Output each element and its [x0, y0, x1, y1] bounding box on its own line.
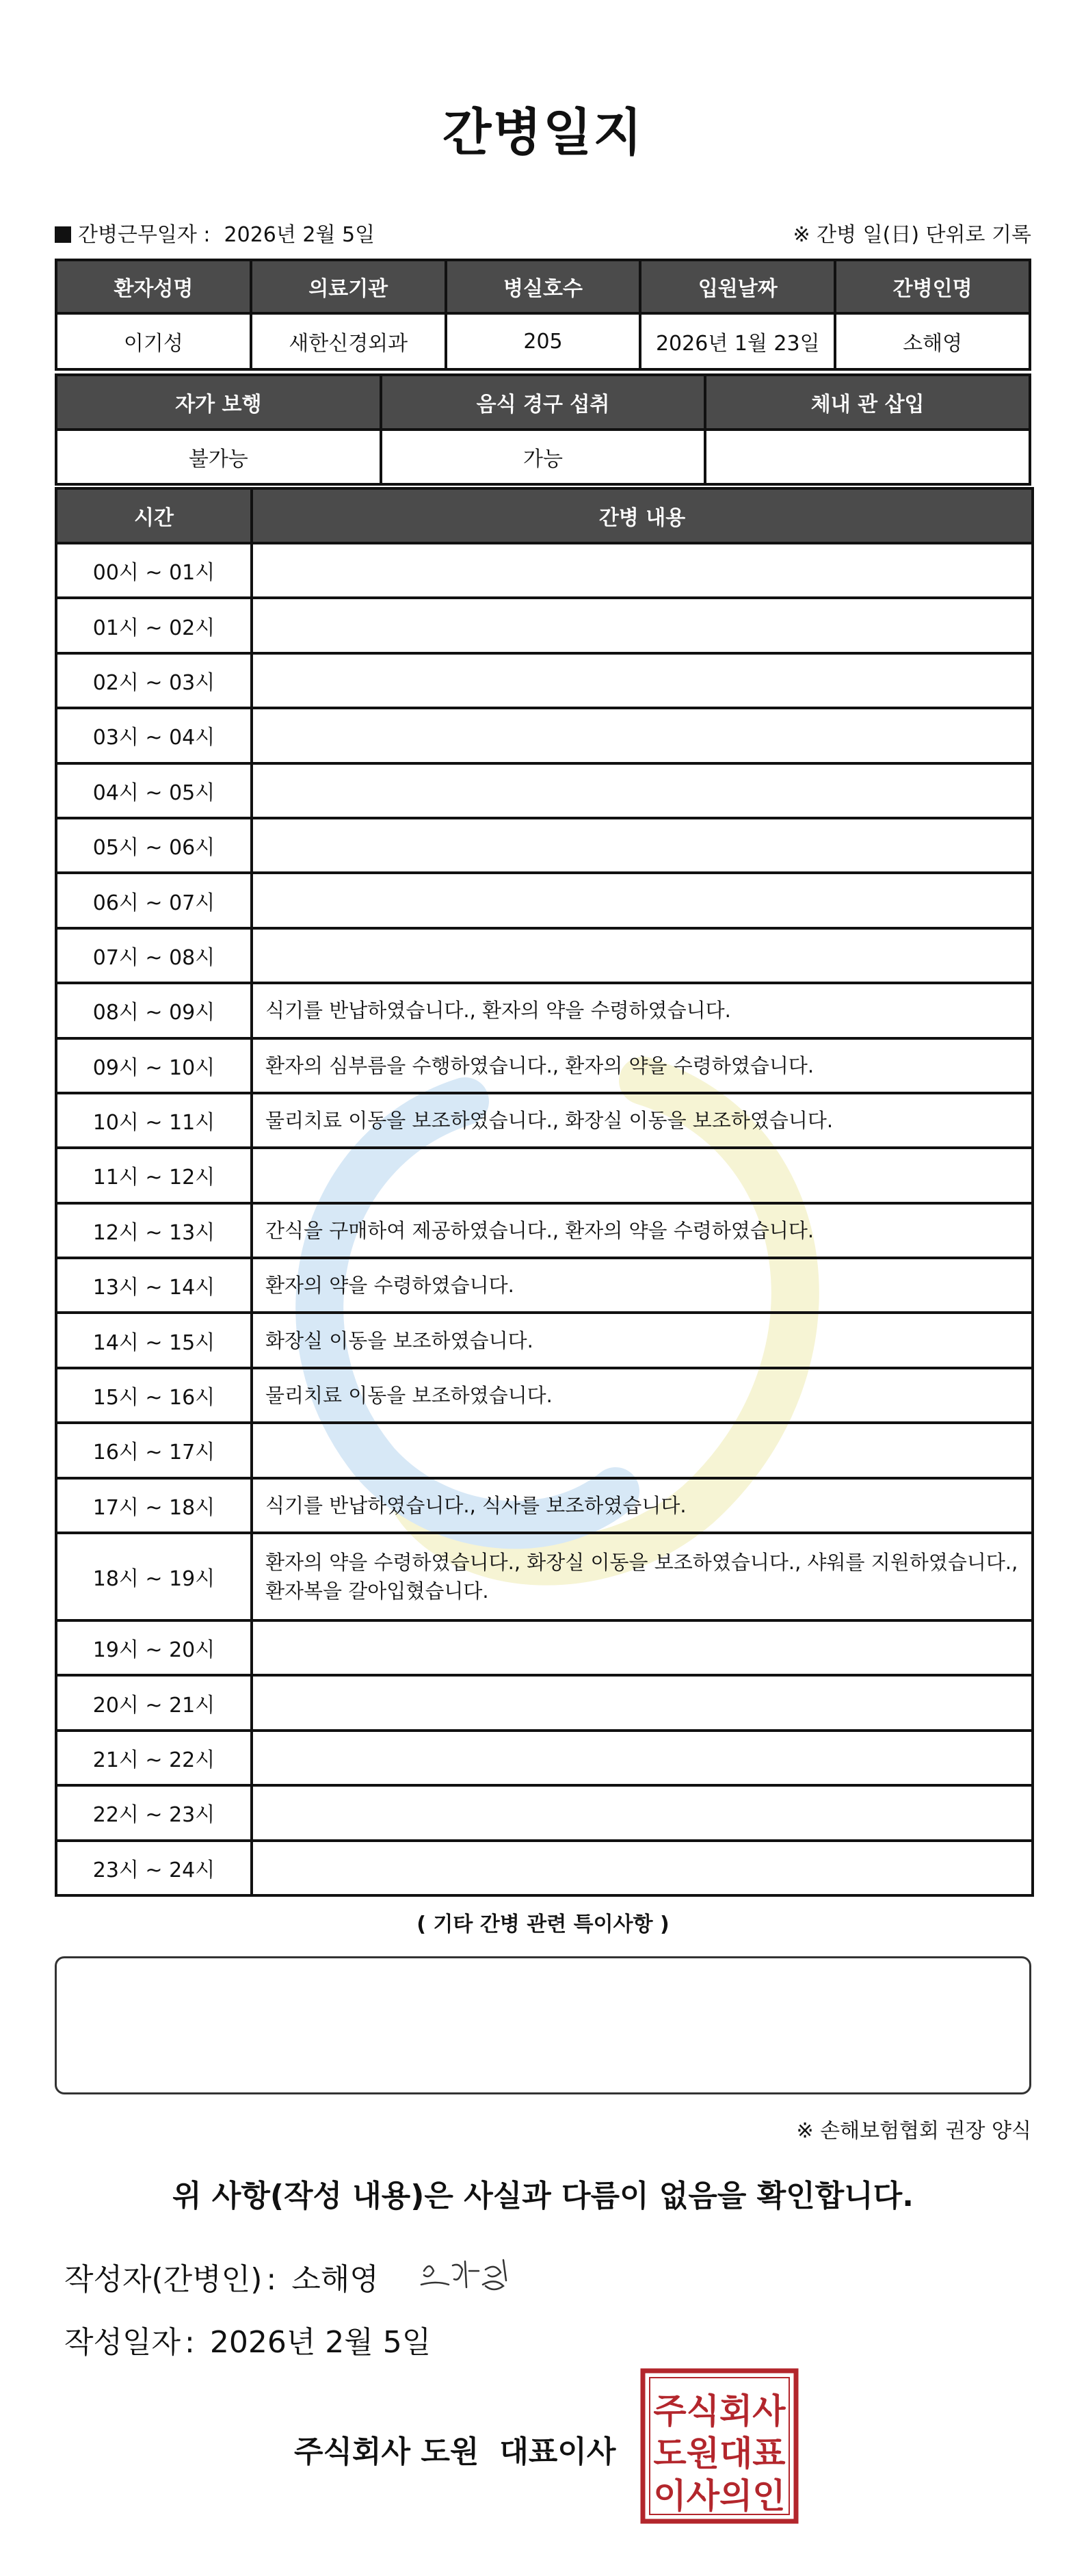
log-content [252, 1148, 1033, 1202]
log-row [56, 1731, 1033, 1785]
patient-name: 이기성 [56, 313, 251, 369]
header-caregiver: 간병인명 [835, 260, 1030, 313]
self-walking-value: 불가능 [56, 430, 381, 484]
admission-date: 2026년 1월 23일 [640, 313, 835, 369]
log-time: 22시 ~ 23시 [56, 1785, 252, 1840]
hospital: 새한신경외과 [251, 313, 446, 369]
log-content: 환자의 약을 수령하였습니다., 화장실 이동을 보조하였습니다., 샤워를 지원하였습니다., 환자복을 갈아입혔습니다. [252, 1533, 1033, 1620]
tube-insertion-value [705, 430, 1030, 484]
log-time: 18시 ~ 19시 [56, 1533, 252, 1620]
room-number: 205 [446, 313, 641, 369]
care-log-table [55, 487, 1034, 1897]
log-row [56, 928, 1033, 983]
header-room: 병실호수 [446, 260, 641, 313]
log-content [252, 543, 1033, 598]
writer-line: 작성자(간병인) : 소해영 [64, 2262, 379, 2297]
writer-name: 소해영 [291, 2262, 379, 2297]
log-row [56, 873, 1033, 928]
writer-label: 작성자(간병인) [64, 2262, 263, 2297]
patient-header-row [56, 260, 1030, 313]
ability-header-row [56, 375, 1030, 430]
notes-box [55, 1956, 1031, 2094]
log-time: 12시 ~ 13시 [56, 1203, 252, 1258]
log-row [56, 653, 1033, 708]
log-time: 19시 ~ 20시 [56, 1620, 252, 1675]
log-content [252, 873, 1033, 928]
seal-line-2: 도원대표 [653, 2434, 786, 2473]
work-date [55, 218, 375, 248]
log-content [252, 653, 1033, 708]
log-time: 00시 ~ 01시 [56, 543, 252, 598]
log-row [56, 1423, 1033, 1477]
log-time: 10시 ~ 11시 [56, 1093, 252, 1148]
work-date-value: 2026년 2월 5일 [224, 223, 375, 247]
log-time: 04시 ~ 05시 [56, 763, 252, 818]
header-time: 시간 [56, 488, 252, 543]
log-time: 07시 ~ 08시 [56, 928, 252, 983]
ability-value-row [56, 430, 1030, 484]
header-admission-date: 입원날짜 [640, 260, 835, 313]
log-content: 식기를 반납하였습니다., 식사를 보조하였습니다. [252, 1478, 1033, 1533]
header-patient-name: 환자성명 [56, 260, 251, 313]
log-time: 16시 ~ 17시 [56, 1423, 252, 1477]
log-content: 환자의 심부름을 수행하였습니다., 환자의 약을 수령하였습니다. [252, 1038, 1033, 1093]
log-row [56, 708, 1033, 763]
handwritten-signature [417, 2250, 533, 2298]
header-care-content: 간병 내용 [252, 488, 1033, 543]
work-date-label: 간병근무일자 : [78, 223, 211, 247]
company-title: 대표이사 [499, 2434, 616, 2469]
log-row [56, 1841, 1033, 1895]
notes-title: ( 기타 간병 관련 특이사항 ) [416, 1913, 670, 1936]
log-row [56, 983, 1033, 1038]
log-content [252, 928, 1033, 983]
unit-note: ※ 간병 일(日) 단위로 기록 [793, 223, 1031, 247]
log-time: 13시 ~ 14시 [56, 1258, 252, 1313]
log-content: 간식을 구매하여 제공하였습니다., 환자의 약을 수령하였습니다. [252, 1203, 1033, 1258]
log-row [56, 1038, 1033, 1093]
log-content [252, 598, 1033, 653]
log-row [56, 763, 1033, 818]
write-date-line: 작성일자 : 2026년 2월 5일 [64, 2325, 432, 2360]
page-title: 간병일지 [442, 103, 644, 162]
log-time: 21시 ~ 22시 [56, 1731, 252, 1785]
log-content [252, 1675, 1033, 1730]
company-seal-stamp [640, 2368, 799, 2524]
log-time: 06시 ~ 07시 [56, 873, 252, 928]
log-row [56, 1148, 1033, 1202]
log-row [56, 1093, 1033, 1148]
log-row [56, 598, 1033, 653]
log-time: 09시 ~ 10시 [56, 1038, 252, 1093]
caregiver-name: 소해영 [835, 313, 1030, 369]
log-row [56, 1620, 1033, 1675]
log-row [56, 1313, 1033, 1367]
header-tube-insertion: 체내 관 삽입 [705, 375, 1030, 430]
company-signature [294, 2427, 615, 2471]
log-header-row [56, 488, 1033, 543]
log-content: 환자의 약을 수령하였습니다. [252, 1258, 1033, 1313]
log-time: 05시 ~ 06시 [56, 818, 252, 873]
header-oral-intake: 음식 경구 섭취 [381, 375, 706, 430]
confirmation-statement: 위 사항(작성 내용)은 사실과 다름이 없음을 확인합니다. [172, 2179, 914, 2213]
square-bullet-icon [55, 226, 71, 243]
log-time: 11시 ~ 12시 [56, 1148, 252, 1202]
log-time: 15시 ~ 16시 [56, 1368, 252, 1423]
log-row [56, 1368, 1033, 1423]
seal-line-3: 이사의인 [653, 2476, 786, 2516]
log-content [252, 1841, 1033, 1895]
log-time: 17시 ~ 18시 [56, 1478, 252, 1533]
log-content [252, 1731, 1033, 1785]
log-row [56, 543, 1033, 598]
log-time: 20시 ~ 21시 [56, 1675, 252, 1730]
log-row [56, 818, 1033, 873]
log-time: 01시 ~ 02시 [56, 598, 252, 653]
log-row [56, 1533, 1033, 1620]
log-content [252, 763, 1033, 818]
log-content [252, 818, 1033, 873]
ability-table [55, 373, 1031, 486]
log-time: 02시 ~ 03시 [56, 653, 252, 708]
log-time: 08시 ~ 09시 [56, 983, 252, 1038]
log-time: 14시 ~ 15시 [56, 1313, 252, 1367]
log-content [252, 708, 1033, 763]
log-content: 화장실 이동을 보조하였습니다. [252, 1313, 1033, 1367]
log-content: 식기를 반납하였습니다., 환자의 약을 수령하였습니다. [252, 983, 1033, 1038]
log-content [252, 1620, 1033, 1675]
write-date-label: 작성일자 [64, 2325, 181, 2360]
log-time: 23시 ~ 24시 [56, 1841, 252, 1895]
log-content [252, 1423, 1033, 1477]
log-content [252, 1785, 1033, 1840]
log-row [56, 1675, 1033, 1730]
patient-info-table [55, 259, 1031, 371]
log-content: 물리치료 이동을 보조하였습니다. [252, 1368, 1033, 1423]
log-row [56, 1258, 1033, 1313]
log-row [56, 1478, 1033, 1533]
oral-intake-value: 가능 [381, 430, 706, 484]
company-name: 주식회사 도원 [294, 2434, 479, 2469]
log-time: 03시 ~ 04시 [56, 708, 252, 763]
log-content: 물리치료 이동을 보조하였습니다., 화장실 이동을 보조하였습니다. [252, 1093, 1033, 1148]
log-body [56, 543, 1033, 1895]
log-row [56, 1785, 1033, 1840]
write-date-value: 2026년 2월 5일 [209, 2325, 432, 2360]
header-self-walking: 자가 보행 [56, 375, 381, 430]
header-hospital: 의료기관 [251, 260, 446, 313]
log-row [56, 1203, 1033, 1258]
seal-line-1: 주식회사 [653, 2391, 786, 2431]
patient-value-row [56, 313, 1030, 369]
form-note: ※ 손해보험협회 권장 양식 [796, 2119, 1031, 2143]
